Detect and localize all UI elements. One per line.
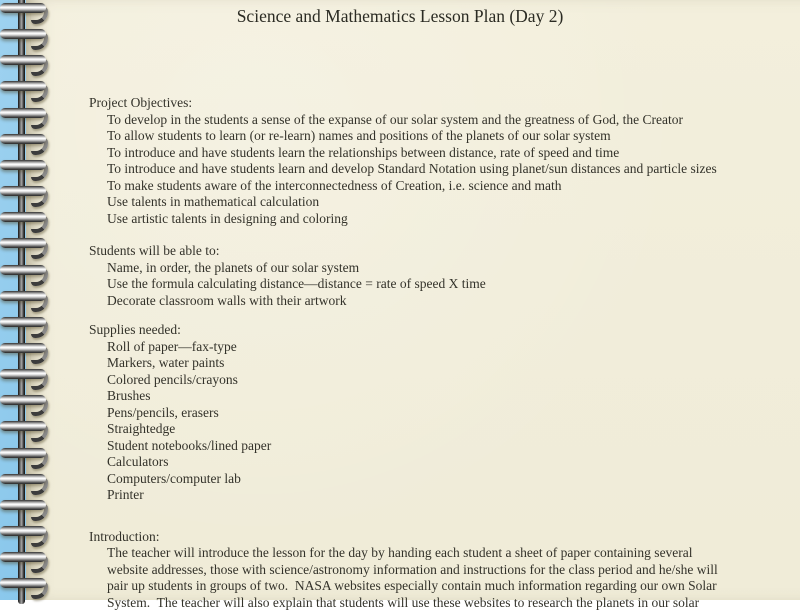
spiral-ring	[0, 78, 52, 102]
list-item: Student notebooks/lined paper	[107, 438, 800, 455]
spiral-ring	[0, 262, 52, 286]
list-item: Printer	[107, 487, 800, 504]
list-item: Roll of paper—fax-type	[107, 339, 800, 356]
list-item: Use the formula calculating distance—distance = rate of speed X time	[107, 276, 800, 293]
spiral-ring	[0, 235, 52, 259]
section-introduction	[26, 529, 800, 611]
list-item: Name, in order, the planets of our solar system	[107, 260, 800, 277]
spiral-ring	[0, 418, 52, 442]
list-item: To introduce and have students learn and develop Standard Notation using planet/sun distances and particle sizes	[107, 161, 800, 178]
list-item: Pens/pencils, erasers	[107, 405, 800, 422]
section-heading: Introduction:	[89, 529, 800, 546]
paragraph-line: System. The teacher will also explain that students will use these websites to research the planets in our solar	[107, 595, 800, 611]
spiral-ring	[0, 471, 52, 495]
spiral-binding	[0, 0, 56, 600]
list-item: Brushes	[107, 388, 800, 405]
spiral-ring	[0, 0, 52, 24]
spiral-ring	[0, 288, 52, 312]
spiral-ring	[0, 549, 52, 573]
list-item: Colored pencils/crayons	[107, 372, 800, 389]
spiral-ring	[0, 523, 52, 547]
paragraph-line: The teacher will introduce the lesson for the day by handing each student a sheet of paper containing several	[107, 545, 800, 562]
spiral-ring	[0, 392, 52, 416]
section-heading: Supplies needed:	[89, 322, 800, 339]
list-item: To allow students to learn (or re-learn) names and positions of the planets of our solar system	[107, 128, 800, 145]
list-item: Computers/computer lab	[107, 471, 800, 488]
list-item: Straightedge	[107, 421, 800, 438]
spiral-ring	[0, 131, 52, 155]
spiral-ring	[0, 497, 52, 521]
list-item: Use talents in mathematical calculation	[107, 194, 800, 211]
spiral-ring	[0, 445, 52, 469]
list-item: To develop in the students a sense of the expanse of our solar system and the greatness of God, the Creator	[107, 112, 800, 129]
spiral-ring	[0, 340, 52, 364]
spiral-ring	[0, 157, 52, 181]
spiral-ring	[0, 366, 52, 390]
section-heading: Project Objectives:	[89, 95, 800, 112]
list-item: Decorate classroom walls with their artwork	[107, 293, 800, 310]
list-item: Markers, water paints	[107, 355, 800, 372]
lesson-plan-document	[26, 0, 800, 611]
page-title: Science and Mathematics Lesson Plan (Day 2)	[26, 0, 800, 28]
spiral-ring	[0, 52, 52, 76]
section-students-will-be-able-to	[26, 243, 800, 309]
notebook-page	[26, 0, 800, 600]
list-item: Use artistic talents in designing and coloring	[107, 211, 800, 228]
spiral-ring	[0, 26, 52, 50]
section-heading: Students will be able to:	[89, 243, 800, 260]
paragraph-line: pair up students in groups of two. NASA websites especially contain much information regarding our own Solar	[107, 578, 800, 595]
section-project-objectives	[26, 95, 800, 227]
paragraph-line: website addresses, those with science/astronomy information and instructions for the class period and he/she will	[107, 562, 800, 579]
section-supplies-needed	[26, 322, 800, 504]
spiral-ring	[0, 105, 52, 129]
spiral-ring	[0, 209, 52, 233]
list-item: To introduce and have students learn the relationships between distance, rate of speed and time	[107, 145, 800, 162]
spiral-ring	[0, 183, 52, 207]
list-item: To make students aware of the interconnectedness of Creation, i.e. science and math	[107, 178, 800, 195]
list-item: Calculators	[107, 454, 800, 471]
spiral-ring	[0, 575, 52, 599]
spiral-ring	[0, 314, 52, 338]
